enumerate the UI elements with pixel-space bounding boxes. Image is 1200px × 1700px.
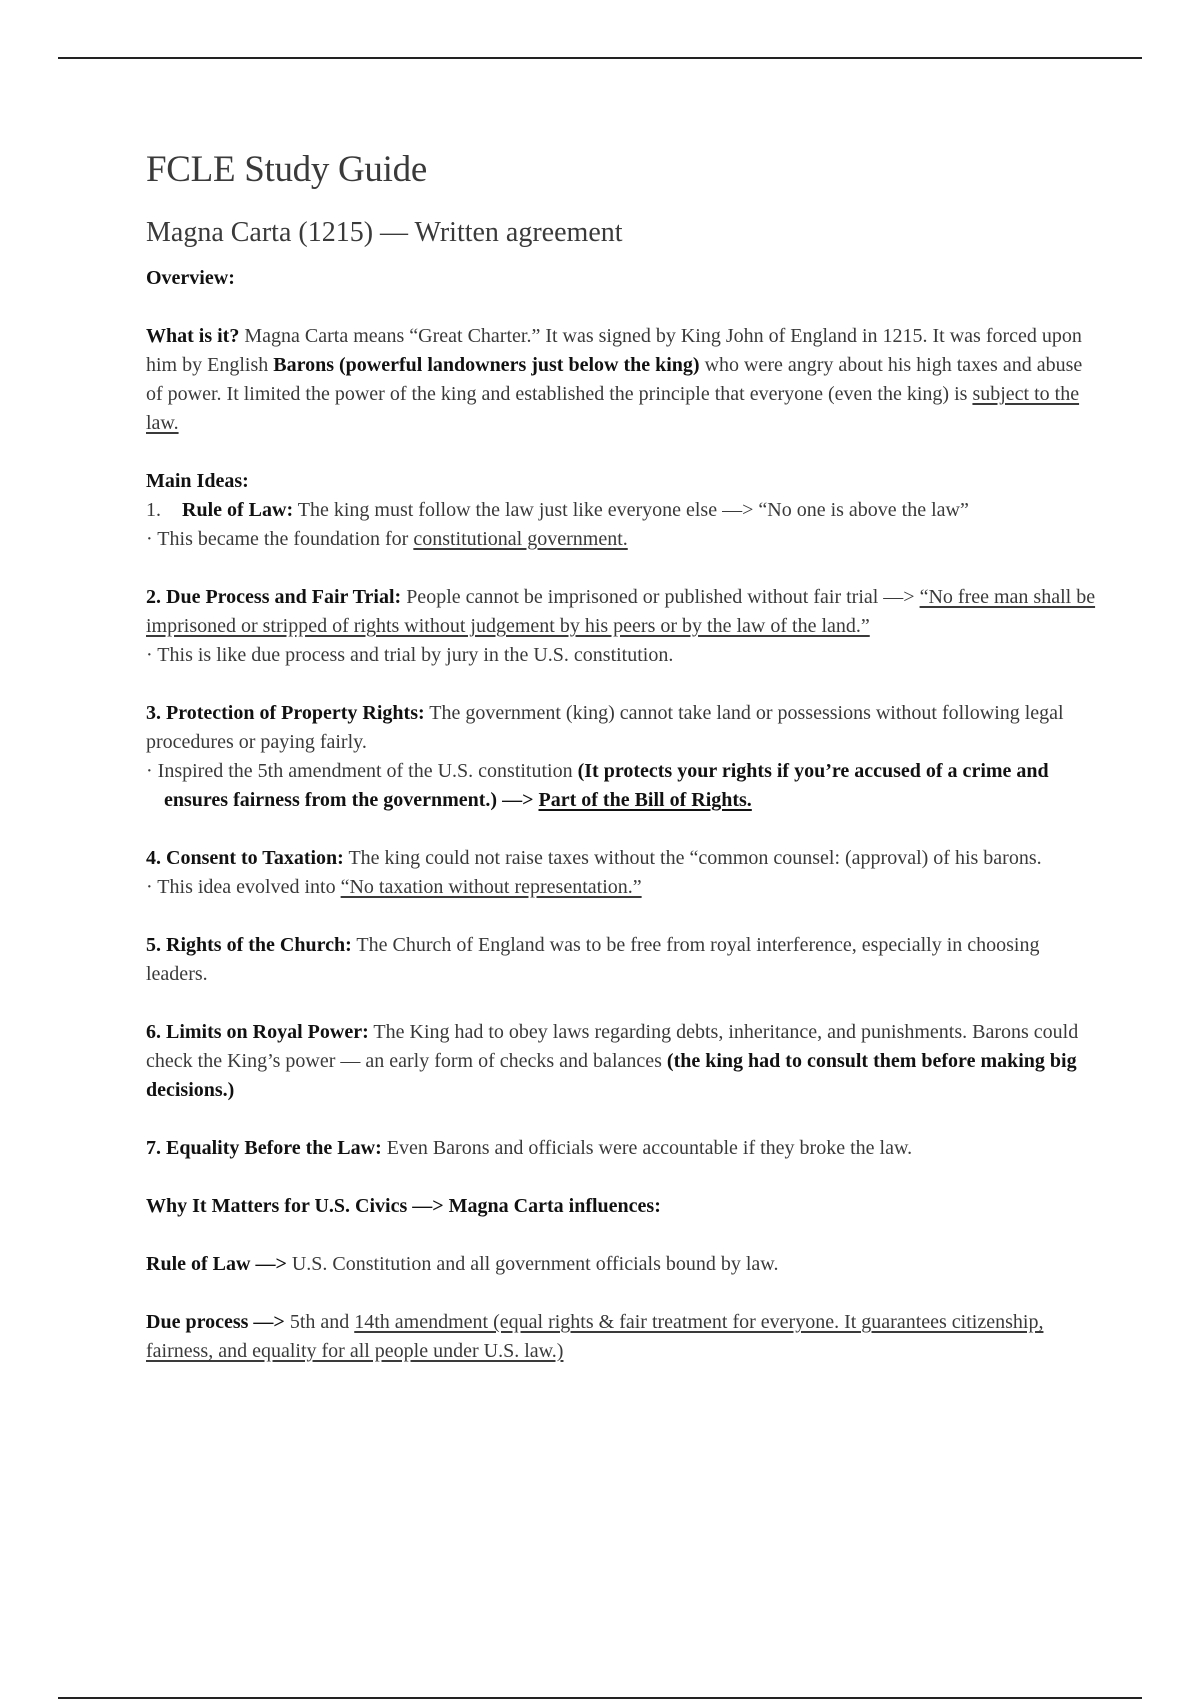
idea-limits-royal-power: 6. Limits on Royal Power: The King had to obey laws regarding debts, inheritance, and punishments. Barons could check the King’s power — an early form of checks and balances (the king had to consult them before making big decisions.) — [146, 1021, 1079, 1101]
idea-property-rights-bullet: · Inspired the 5th amendment of the U.S. constitution (It protects your rights if you’re accused of a crime and ensures fairness from the government.) —> Part of the Bill of Rights. — [146, 760, 1049, 811]
overview-label: Overview: — [146, 267, 235, 289]
bottom-rule — [58, 1697, 1142, 1699]
idea-property-rights: 3. Protection of Property Rights: The government (king) cannot take land or possessions without following legal procedures or paying fairly. — [146, 702, 1064, 753]
influence-due-process: Due process —> 5th and 14th amendment (equal rights & fair treatment for everyone. It guarantees citizenship, fairness, and equality for all people under U.S. law.) — [146, 1311, 1044, 1362]
influence-rule-of-law: Rule of Law —> U.S. Constitution and all government officials bound by law. — [146, 1253, 779, 1275]
idea-rule-of-law: 1. Rule of Law: The king must follow the law just like everyone else —> “No one is above the law” — [146, 499, 969, 521]
idea-rights-of-church: 5. Rights of the Church: The Church of England was to be free from royal interference, especially in choosing leaders. — [146, 934, 1040, 985]
idea-consent-to-taxation: 4. Consent to Taxation: The king could not raise taxes without the “common counsel: (approval) of his barons. — [146, 847, 1042, 869]
why-it-matters-label: Why It Matters for U.S. Civics —> Magna Carta influences: — [146, 1195, 661, 1217]
idea-rule-of-law-bullet: · This became the foundation for constitutional government. — [146, 528, 628, 550]
document-body — [146, 148, 1096, 1366]
main-ideas-label: Main Ideas: — [146, 470, 249, 492]
idea-consent-to-taxation-bullet: · This idea evolved into “No taxation without representation.” — [146, 876, 642, 898]
document-title: FCLE Study Guide — [146, 149, 427, 190]
idea-due-process-bullet: · This is like due process and trial by jury in the U.S. constitution. — [146, 644, 674, 666]
top-rule — [58, 57, 1142, 59]
what-is-it-paragraph: What is it? Magna Carta means “Great Charter.” It was signed by King John of England in 1215. It was forced upon him by English Barons (powerful landowners just below the king) who were angry about his high taxes and abuse of power. It limited the power of the king and established the principle that everyone (even the king) is subject to the law. — [146, 325, 1083, 434]
idea-equality-before-law: 7. Equality Before the Law: Even Barons and officials were accountable if they broke the law. — [146, 1137, 913, 1159]
section-heading: Magna Carta (1215) — Written agreement — [146, 217, 623, 248]
idea-due-process: 2. Due Process and Fair Trial: People cannot be imprisoned or published without fair trial —> “No free man shall be imprisoned or stripped of rights without judgement by his peers or by the law of the land.” — [146, 586, 1096, 637]
